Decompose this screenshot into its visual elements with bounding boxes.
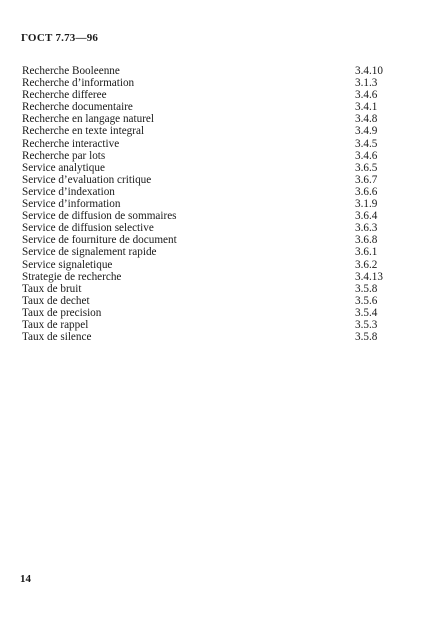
- index-term: Recherche documentaire: [22, 101, 133, 114]
- section-reference: 3.4.13: [355, 270, 383, 283]
- term-index-list: [22, 65, 394, 343]
- index-entry: [22, 113, 394, 125]
- section-reference: 3.4.5: [355, 137, 378, 150]
- section-reference: 3.4.6: [355, 89, 378, 102]
- section-reference: 3.6.7: [355, 173, 378, 186]
- index-entry: [22, 295, 394, 307]
- index-term: Recherche d’information: [22, 77, 135, 90]
- index-entry: [22, 65, 394, 77]
- index-entry: [22, 162, 394, 174]
- section-reference: 3.6.4: [355, 210, 378, 223]
- index-term: Service d’indexation: [22, 185, 115, 198]
- index-entry: [22, 125, 394, 137]
- section-reference: 3.4.6: [355, 149, 378, 162]
- index-term: Recherche differee: [22, 89, 107, 102]
- index-term: Taux de bruit: [22, 282, 82, 295]
- index-entry: [22, 198, 394, 210]
- index-term: Taux de precision: [22, 306, 102, 319]
- index-entry: [22, 89, 394, 101]
- index-term: Service d’evaluation critique: [22, 173, 152, 186]
- index-entry: [22, 101, 394, 113]
- index-entry: [22, 210, 394, 222]
- index-term: Taux de dechet: [22, 294, 90, 307]
- index-term: Service de diffusion de sommaires: [22, 210, 177, 223]
- index-term: Recherche Booleenne: [22, 65, 120, 77]
- section-reference: 3.5.4: [355, 306, 378, 319]
- index-term: Service signaletique: [22, 258, 113, 271]
- section-reference: 3.4.9: [355, 125, 378, 138]
- index-term: Strategie de recherche: [22, 270, 122, 283]
- index-entry: [22, 150, 394, 162]
- index-entry: [22, 174, 394, 186]
- index-term: Service de diffusion selective: [22, 222, 154, 235]
- section-reference: 3.1.3: [355, 77, 378, 90]
- section-reference: 3.6.6: [355, 185, 378, 198]
- index-term: Service de signalement rapide: [22, 246, 157, 259]
- section-reference: 3.6.8: [355, 234, 378, 247]
- index-term: Service analytique: [22, 161, 105, 174]
- section-reference: 3.6.2: [355, 258, 378, 271]
- index-entry: [22, 271, 394, 283]
- index-term: Service de fourniture de document: [22, 234, 177, 247]
- section-reference: 3.4.1: [355, 101, 378, 114]
- section-reference: 3.6.5: [355, 161, 378, 174]
- index-entry: [22, 331, 394, 343]
- index-entry: [22, 138, 394, 150]
- index-term: Taux de silence: [22, 331, 92, 344]
- section-reference: 3.6.3: [355, 222, 378, 235]
- index-entry: [22, 307, 394, 319]
- index-entry: [22, 246, 394, 258]
- section-reference: 3.5.8: [355, 282, 378, 295]
- section-reference: 3.5.6: [355, 294, 378, 307]
- section-reference: 3.5.8: [355, 331, 378, 344]
- document-header: ГОСТ 7.73—96: [21, 32, 99, 44]
- index-entry: [22, 222, 394, 234]
- index-term: Recherche en texte integral: [22, 125, 145, 138]
- section-reference: 3.4.10: [355, 65, 383, 77]
- index-entry: [22, 234, 394, 246]
- index-entry: [22, 259, 394, 271]
- index-term: Recherche en langage naturel: [22, 113, 154, 126]
- page-number: 14: [20, 573, 31, 585]
- index-term: Recherche par lots: [22, 149, 106, 162]
- section-reference: 3.4.8: [355, 113, 378, 126]
- index-term: Taux de rappel: [22, 318, 89, 331]
- index-entry: [22, 186, 394, 198]
- section-reference: 3.1.9: [355, 198, 378, 211]
- section-reference: 3.5.3: [355, 318, 378, 331]
- section-reference: 3.6.1: [355, 246, 378, 259]
- index-entry: [22, 283, 394, 295]
- index-term: Service d’information: [22, 198, 121, 211]
- index-entry: [22, 319, 394, 331]
- index-entry: [22, 77, 394, 89]
- index-term: Recherche interactive: [22, 137, 120, 150]
